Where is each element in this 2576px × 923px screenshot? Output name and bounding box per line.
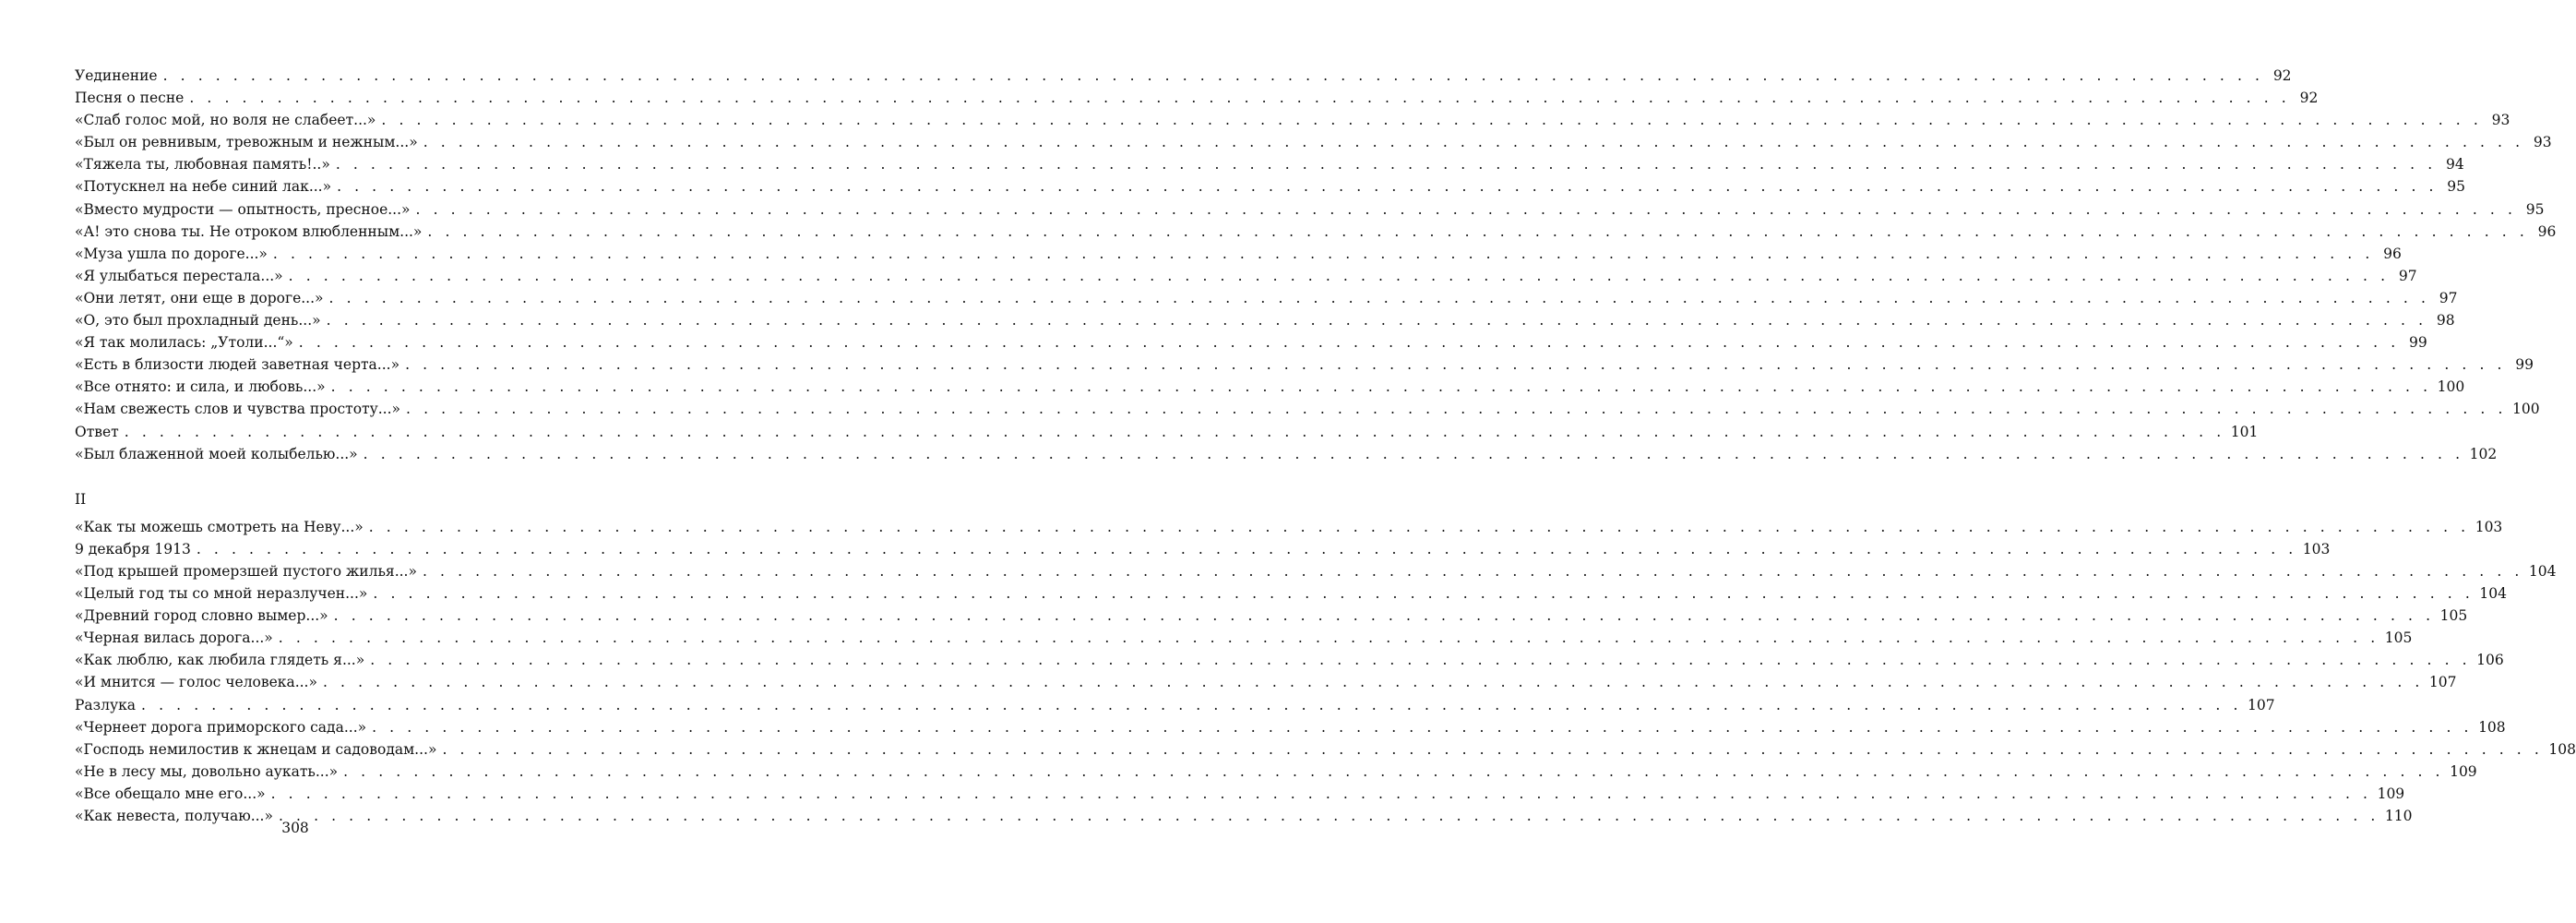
toc-section-2-list (75, 516, 2576, 827)
toc-entry (75, 221, 2557, 243)
toc-entry-page: 99 (2409, 334, 2427, 352)
toc-entry-page: 95 (2525, 200, 2545, 218)
toc-entry (75, 175, 2466, 198)
toc-section-1 (75, 65, 2557, 465)
toc-entry-page: 93 (2533, 134, 2552, 151)
toc-entry-title: «Все отнято: и сила, и любовь...» (75, 378, 326, 396)
toc-entry-page: 104 (2479, 585, 2507, 603)
toc-entry-page: 92 (2272, 67, 2292, 84)
toc-entry-title: «Вместо мудрости — опытность, пресное...» (75, 200, 411, 218)
toc-entry-title: «Муза ушла по дороге...» (75, 245, 268, 262)
toc-leader-dots: . . . . . . . . . . . . . . . . . . . . . . . . . . . . . . . . . . . . . . . . . . . . . . . . . . . . . . . . . . . . . . . . . . . . . . . . . . . . . . . . . . . . . . . . . . . . . . . . . . . . . . . . . . . . . . . . . . . . . . . . (278, 629, 2379, 647)
toc-entry-page: 96 (2537, 222, 2557, 240)
toc-entry-title: Песня о песне (75, 90, 185, 107)
toc-entry-page: 109 (2450, 762, 2477, 780)
toc-leader-dots: . . . . . . . . . . . . . . . . . . . . . . . . . . . . . . . . . . . . . . . . . . . . . . . . . . . . . . . . . . . . . . . . . . . . . . . . . . . . . . . . . . . . . . . . . . . . . . . . . . . . . . . . . . . . . . . . . . . . . . . . (322, 674, 2424, 691)
toc-leader-dots: . . . . . . . . . . . . . . . . . . . . . . . . . . . . . . . . . . . . . . . . . . . . . . . . . . . . . . . . . . . . . . . . . . . . . . . . . . . . . . . . . . . . . . . . . . . . . . . . . . . . . . . . . . . . . . . . . . . . . . . . (333, 607, 2435, 625)
toc-entry-title: «Есть в близости людей заветная черта...» (75, 356, 400, 374)
toc-entry (75, 398, 2540, 420)
toc-entry-page: 96 (2383, 245, 2402, 262)
toc-entry-page: 108 (2478, 718, 2506, 736)
toc-entry (75, 153, 2464, 175)
toc-entry-title: «Целый год ты со мной неразлучен...» (75, 585, 368, 603)
toc-entry-title: «Они летят, они еще в дороге...» (75, 289, 324, 306)
toc-leader-dots: . . . . . . . . . . . . . . . . . . . . . . . . . . . . . . . . . . . . . . . . . . . . . . . . . . . . . . . . . . . . . . . . . . . . . . . . . . . . . . . . . . . . . . . . . . . . . . . . . . . . . . . . . . . . . . . . . . . . . . . . (406, 401, 2507, 418)
toc-entry-title: «Я так молилась: „Утоли...“» (75, 334, 293, 352)
toc-entry-title: «Древний город словно вымер...» (75, 607, 328, 625)
toc-entry-title: «Не в лесу мы, довольно аукать...» (75, 762, 339, 780)
toc-leader-dots: . . . . . . . . . . . . . . . . . . . . . . . . . . . . . . . . . . . . . . . . . . . . . . . . . . . . . . . . . . . . . . . . . . . . . . . . . . . . . . . . . . . . . . . . . . . . . . . . . . . . . . . . . . . . . . . . . . . . . . . . (328, 289, 2430, 306)
toc-entry (75, 560, 2557, 582)
toc-entry-title: «О, это был прохладный день...» (75, 312, 321, 330)
toc-entry (75, 538, 2331, 560)
toc-leader-dots: . . . . . . . . . . . . . . . . . . . . . . . . . . . . . . . . . . . . . . . . . . . . . . . . . . . . . . . . . . . . . . . . . . . . . . . . . . . . . . . . . . . . . . . . . . . . . . . . . . . . . . . . . . . . . . . . . . . . . . . . (337, 178, 2439, 196)
toc-entry-page: 109 (2377, 785, 2405, 802)
toc-entry (75, 627, 2413, 649)
toc-entry-page: 104 (2528, 562, 2557, 580)
toc-entry (75, 649, 2504, 671)
toc-leader-dots: . . . . . . . . . . . . . . . . . . . . . . . . . . . . . . . . . . . . . . . . . . . . . . . . . . . . . . . . . . . . . . . . . . . . . . . . . . . . . . . . . . . . . . . . . . . . . . . . . . . . . . . . . . . . . . . . . . . . . . . . (330, 378, 2432, 396)
toc-entry (75, 87, 2319, 109)
toc-entry-page: 100 (2511, 401, 2540, 418)
toc-entry-title: «Нам свежесть слов и чувства простоту...» (75, 401, 401, 418)
toc-entry (75, 761, 2477, 783)
toc-entry-page: 102 (2469, 445, 2498, 462)
toc-entry (75, 738, 2576, 761)
toc-leader-dots: . . . . . . . . . . . . . . . . . . . . . . . . . . . . . . . . . . . . . . . . . . . . . . . . . . . . . . . . . . . . . . . . . . . . . . . . . . . . . . . . . . . . . . . . . . . . . . . . . . . . . . . . . . . . . . . . . . . . . . . . (442, 740, 2544, 758)
toc-entry (75, 265, 2417, 287)
toc-entry-page: 99 (2515, 356, 2534, 374)
section-heading: II (75, 490, 87, 508)
toc-section-1-list (75, 65, 2557, 465)
toc-leader-dots: . . . . . . . . . . . . . . . . . . . . . . . . . . . . . . . . . . . . . . . . . . . . . . . . . . . . . . . . . . . . . . . . . . . . . . . . . . . . . . . . . . . . . . . . . . . . . . . . . . . . . . . . . . . . . . . . . . . . . . . . (415, 200, 2517, 218)
toc-entry (75, 109, 2510, 131)
toc-leader-dots: . . . . . . . . . . . . . . . . . . . . . . . . . . . . . . . . . . . . . . . . . . . . . . . . . . . . . . . . . . . . . . . . . . . . . . . . . . . . . . . . . . . . . . . . . . . . . . . . . . . . . . . . . . . . . . . . . . . . . . . . (189, 90, 2291, 107)
toc-entry (75, 783, 2405, 805)
toc-leader-dots: . . . . . . . . . . . . . . . . . . . . . . . . . . . . . . . . . . . . . . . . . . . . . . . . . . . . . . . . . . . . . . . . . . . . . . . . . . . . . . . . . . . . . . . . . . . . . . . . . . . . . . . . . . . . . . . . . . . . . . . . (370, 652, 2472, 669)
toc-entry-page: 97 (2398, 267, 2417, 284)
toc-entry-page: 108 (2548, 740, 2576, 758)
toc-entry (75, 605, 2468, 627)
toc-leader-dots: . . . . . . . . . . . . . . . . . . . . . . . . . . . . . . . . . . . . . . . . . . . . . . . . . . . . . . . . . . . . . . . . . . . . . . . . . . . . . . . . . . . . . . . . . . . . . . . . . . . . . . . . . . . . . . . . . . . . . . . . (124, 423, 2225, 440)
toc-entry-title: «Был блаженной моей колыбелью...» (75, 445, 358, 462)
toc-entry-title: «Под крышей промерзшей пустого жилья...» (75, 562, 417, 580)
toc-entry (75, 287, 2458, 309)
toc-entry-title: Разлука (75, 696, 137, 713)
toc-entry-page: 100 (2437, 378, 2465, 396)
toc-entry-page: 103 (2475, 518, 2503, 535)
toc-entry-page: 98 (2436, 312, 2455, 330)
toc-entry-page: 105 (2439, 607, 2468, 625)
toc-entry-title: «Как невеста, получаю...» (75, 808, 273, 824)
toc-entry-title: «И мнится — голос человека...» (75, 674, 317, 691)
toc-entry-page: 97 (2439, 289, 2458, 306)
toc-leader-dots: . . . . . . . . . . . . . . . . . . . . . . . . . . . . . . . . . . . . . . . . . . . . . . . . . . . . . . . . . . . . . . . . . . . . . . . . . . . . . . . . . . . . . . . . . . . . . . . . . . . . . . . . . . . . . . . . . . . . . . . . (381, 112, 2483, 129)
toc-entry (75, 516, 2503, 538)
toc-entry-title: «Все обещало мне его...» (75, 785, 266, 802)
toc-entry-title: «Как ты можешь смотреть на Неву...» (75, 518, 364, 535)
toc-section-2 (75, 488, 2576, 827)
toc-entry-page: 107 (2428, 674, 2457, 691)
toc-entry-title: «Был он ревнивым, тревожным и нежным...» (75, 134, 418, 151)
toc-entry (75, 694, 2275, 716)
toc-entry-page: 107 (2247, 696, 2275, 713)
toc-entry-page: 95 (2447, 178, 2466, 196)
toc-leader-dots: . . . . . . . . . . . . . . . . . . . . . . . . . . . . . . . . . . . . . . . . . . . . . . . . . . . . . . . . . . . . . . . . . . . . . . . . . . . . . . . . . . . . . . . . . . . . . . . . . . . . . . . . . . . . . . . . . . . . . . . . (272, 245, 2374, 262)
toc-entry-title: Ответ (75, 423, 119, 440)
toc-leader-dots: . . . . . . . . . . . . . . . . . . . . . . . . . . . . . . . . . . . . . . . . . . . . . . . . . . . . . . . . . . . . . . . . . . . . . . . . . . . . . . . . . . . . . . . . . . . . . . . . . . . . . . . . . . . . . . . . . . . . . . . . (288, 267, 2390, 284)
toc-entry (75, 243, 2402, 265)
toc-entry-title: «Слаб голос мой, но воля не слабеет...» (75, 112, 376, 129)
page-number: 308 (281, 820, 309, 836)
toc-entry-title: «Черная вилась дорога...» (75, 629, 273, 647)
toc-entry (75, 376, 2465, 398)
toc-entry (75, 443, 2498, 465)
toc-leader-dots: . . . . . . . . . . . . . . . . . . . . . . . . . . . . . . . . . . . . . . . . . . . . . . . . . . . . . . . . . . . . . . . . . . . . . . . . . . . . . . . . . . . . . . . . . . . . . . . . . . . . . . . . . . . . . . . . . . . . . . . . (343, 762, 2445, 780)
toc-leader-dots: . . . . . . . . . . . . . . . . . . . . . . . . . . . . . . . . . . . . . . . . . . . . . . . . . . . . . . . . . . . . . . . . . . . . . . . . . . . . . . . . . . . . . . . . . . . . . . . . . . . . . . . . . . . . . . . . . . . . . . . . (372, 718, 2474, 736)
toc-leader-dots: . . . . . . . . . . . . . . . . . . . . . . . . . . . . . . . . . . . . . . . . . . . . . . . . . . . . . . . . . . . . . . . . . . . . . . . . . . . . . . . . . . . . . . . . . . . . . . . . . . . . . . . . . . . . . . . . . . . . . . . . (363, 445, 2464, 462)
toc-entry (75, 65, 2292, 87)
toc-leader-dots: . . . . . . . . . . . . . . . . . . . . . . . . . . . . . . . . . . . . . . . . . . . . . . . . . . . . . . . . . . . . . . . . . . . . . . . . . . . . . . . . . . . . . . . . . . . . . . . . . . . . . . . . . . . . . . . . . . . . . . . . (278, 808, 2379, 824)
toc-entry-page: 110 (2384, 808, 2413, 824)
toc-leader-dots: . . . . . . . . . . . . . . . . . . . . . . . . . . . . . . . . . . . . . . . . . . . . . . . . . . . . . . . . . . . . . . . . . . . . . . . . . . . . . . . . . . . . . . . . . . . . . . . . . . . . . . . . . . . . . . . . . . . . . . . . (326, 312, 2427, 330)
toc-entry (75, 716, 2506, 738)
toc-entry-page: 93 (2491, 112, 2510, 129)
toc-entry-title: «Я улыбаться перестала...» (75, 267, 283, 284)
toc-leader-dots: . . . . . . . . . . . . . . . . . . . . . . . . . . . . . . . . . . . . . . . . . . . . . . . . . . . . . . . . . . . . . . . . . . . . . . . . . . . . . . . . . . . . . . . . . . . . . . . . . . . . . . . . . . . . . . . . . . . . . . . . (368, 518, 2470, 535)
toc-entry (75, 354, 2534, 376)
toc-entry (75, 309, 2455, 331)
toc-entry (75, 421, 2259, 443)
toc-entry-page: 101 (2230, 423, 2259, 440)
toc-entry-title: «Господь немилостив к жнецам и садоводам...» (75, 740, 437, 758)
toc-entry-title: «Потускнел на небе синий лак...» (75, 178, 332, 196)
toc-leader-dots: . . . . . . . . . . . . . . . . . . . . . . . . . . . . . . . . . . . . . . . . . . . . . . . . . . . . . . . . . . . . . . . . . . . . . . . . . . . . . . . . . . . . . . . . . . . . . . . . . . . . . . . . . . . . . . . . . . . . . . . . (335, 156, 2437, 174)
toc-entry-page: 94 (2446, 156, 2464, 174)
toc-entry-title: 9 декабря 1913 (75, 540, 191, 557)
toc-leader-dots: . . . . . . . . . . . . . . . . . . . . . . . . . . . . . . . . . . . . . . . . . . . . . . . . . . . . . . . . . . . . . . . . . . . . . . . . . . . . . . . . . . . . . . . . . . . . . . . . . . . . . . . . . . . . . . . . . . . . . . . . (141, 696, 2242, 713)
toc-leader-dots: . . . . . . . . . . . . . . . . . . . . . . . . . . . . . . . . . . . . . . . . . . . . . . . . . . . . . . . . . . . . . . . . . . . . . . . . . . . . . . . . . . . . . . . . . . . . . . . . . . . . . . . . . . . . . . . . . . . . . . . . (196, 540, 2297, 557)
toc-entry (75, 198, 2545, 221)
toc-entry (75, 131, 2552, 153)
toc-entry-title: «Чернеет дорога приморского сада...» (75, 718, 367, 736)
table-of-contents (75, 65, 2576, 827)
toc-leader-dots: . . . . . . . . . . . . . . . . . . . . . . . . . . . . . . . . . . . . . . . . . . . . . . . . . . . . . . . . . . . . . . . . . . . . . . . . . . . . . . . . . . . . . . . . . . . . . . . . . . . . . . . . . . . . . . . . . . . . . . . . (427, 222, 2529, 240)
toc-leader-dots: . . . . . . . . . . . . . . . . . . . . . . . . . . . . . . . . . . . . . . . . . . . . . . . . . . . . . . . . . . . . . . . . . . . . . . . . . . . . . . . . . . . . . . . . . . . . . . . . . . . . . . . . . . . . . . . . . . . . . . . . (298, 334, 2400, 352)
toc-entry-page: 92 (2299, 90, 2319, 107)
toc-entry-title: Уединение (75, 67, 158, 84)
toc-entry-page: 106 (2476, 652, 2504, 669)
toc-leader-dots: . . . . . . . . . . . . . . . . . . . . . . . . . . . . . . . . . . . . . . . . . . . . . . . . . . . . . . . . . . . . . . . . . . . . . . . . . . . . . . . . . . . . . . . . . . . . . . . . . . . . . . . . . . . . . . . . . . . . . . . . (405, 356, 2507, 374)
toc-leader-dots: . . . . . . . . . . . . . . . . . . . . . . . . . . . . . . . . . . . . . . . . . . . . . . . . . . . . . . . . . . . . . . . . . . . . . . . . . . . . . . . . . . . . . . . . . . . . . . . . . . . . . . . . . . . . . . . . . . . . . . . . (422, 562, 2523, 580)
toc-entry-title: «Как люблю, как любила глядеть я...» (75, 652, 365, 669)
toc-entry (75, 671, 2457, 693)
toc-entry (75, 331, 2427, 354)
toc-leader-dots: . . . . . . . . . . . . . . . . . . . . . . . . . . . . . . . . . . . . . . . . . . . . . . . . . . . . . . . . . . . . . . . . . . . . . . . . . . . . . . . . . . . . . . . . . . . . . . . . . . . . . . . . . . . . . . . . . . . . . . . . (270, 785, 2372, 802)
toc-entry-title: «А! это снова ты. Не отроком влюбленным...» (75, 222, 423, 240)
toc-leader-dots: . . . . . . . . . . . . . . . . . . . . . . . . . . . . . . . . . . . . . . . . . . . . . . . . . . . . . . . . . . . . . . . . . . . . . . . . . . . . . . . . . . . . . . . . . . . . . . . . . . . . . . . . . . . . . . . . . . . . . . . . (373, 585, 2475, 603)
toc-leader-dots: . . . . . . . . . . . . . . . . . . . . . . . . . . . . . . . . . . . . . . . . . . . . . . . . . . . . . . . . . . . . . . . . . . . . . . . . . . . . . . . . . . . . . . . . . . . . . . . . . . . . . . . . . . . . . . . . . . . . . . . . (162, 67, 2264, 84)
toc-entry-title: «Тяжела ты, любовная память!..» (75, 156, 330, 174)
toc-entry-page: 105 (2384, 629, 2413, 647)
toc-leader-dots: . . . . . . . . . . . . . . . . . . . . . . . . . . . . . . . . . . . . . . . . . . . . . . . . . . . . . . . . . . . . . . . . . . . . . . . . . . . . . . . . . . . . . . . . . . . . . . . . . . . . . . . . . . . . . . . . . . . . . . . . (423, 134, 2524, 151)
toc-entry (75, 582, 2507, 605)
toc-entry-page: 103 (2302, 540, 2331, 557)
